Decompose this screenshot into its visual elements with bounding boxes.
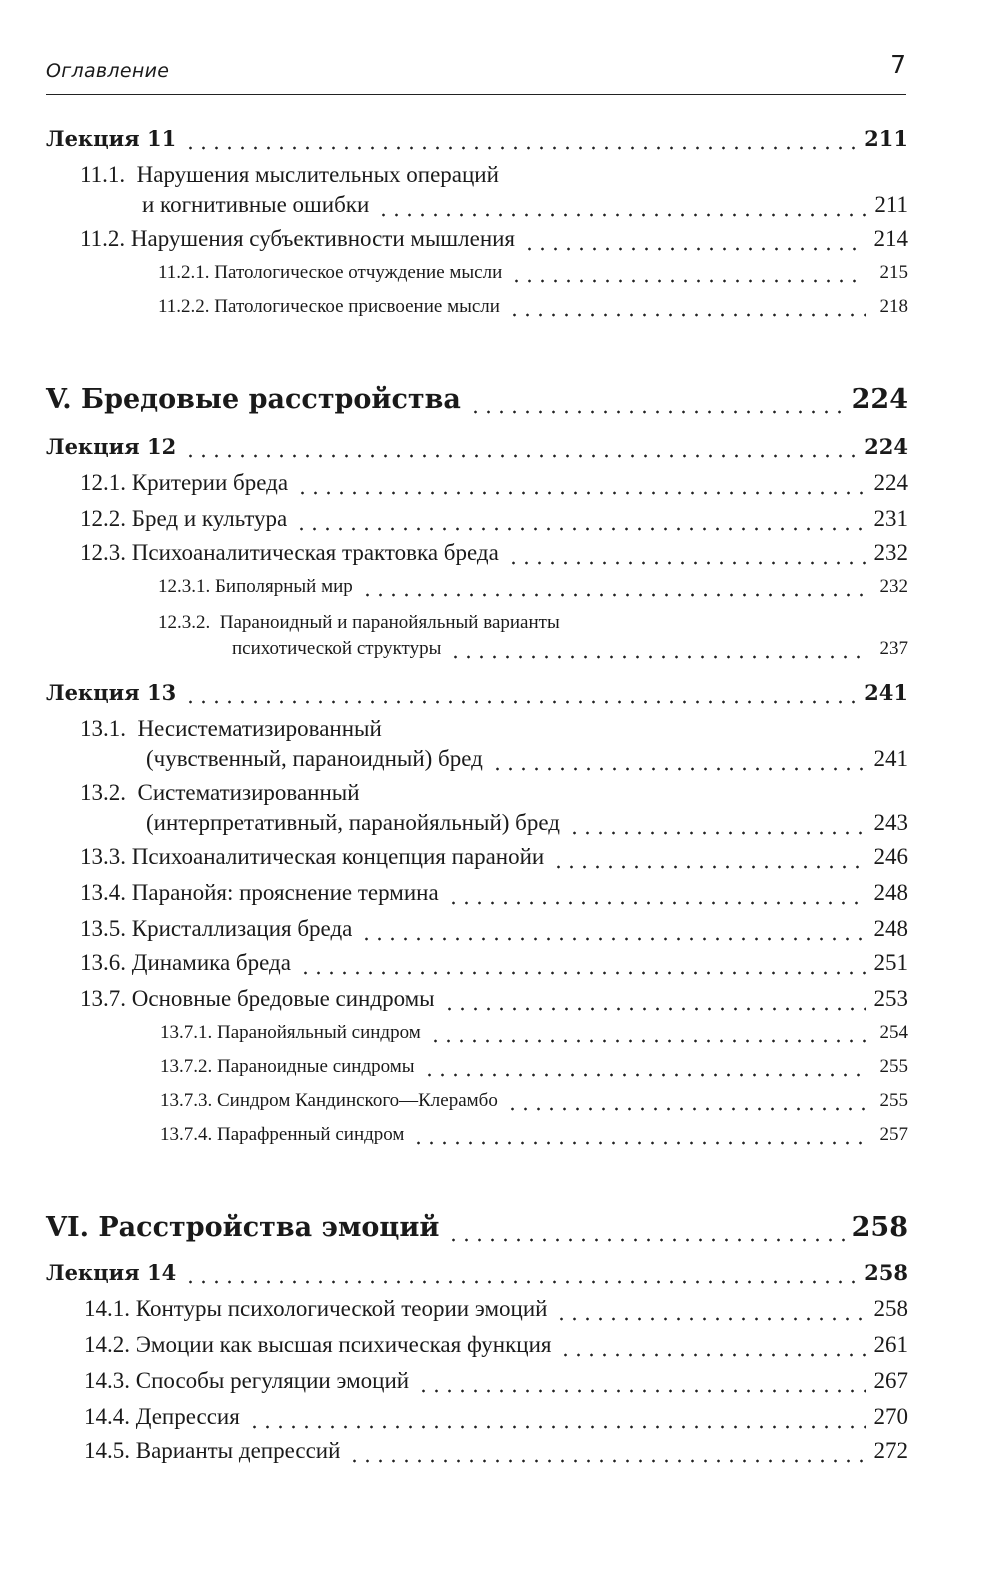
- leader-dots: [429, 1035, 866, 1045]
- leader-dots: [447, 1230, 845, 1244]
- toc-entry-part-vi[interactable]: [46, 1212, 908, 1243]
- toc-entry-14-2[interactable]: [84, 1332, 908, 1358]
- running-header: [46, 44, 906, 95]
- toc-entry-title: Несистематизированный: [137, 716, 382, 741]
- toc-entry-title: Патологическое отчуждение мысли: [214, 262, 503, 283]
- toc-entry-12-3-2[interactable]: [232, 638, 908, 660]
- toc-entry-13-7-1[interactable]: [160, 1022, 908, 1044]
- toc-entry-13-6[interactable]: [80, 950, 908, 976]
- toc-entry-title: Систематизированный: [137, 780, 360, 805]
- leader-dots: [447, 895, 866, 907]
- toc-entry-12-1[interactable]: [80, 470, 908, 496]
- toc-entry-number: 13.7.1.: [160, 1022, 213, 1043]
- toc-entry-page: 218: [879, 296, 908, 317]
- leader-dots: [469, 402, 846, 416]
- toc-entry-page: 270: [873, 1404, 908, 1429]
- toc-entry-title: Лекция 14: [46, 1260, 177, 1285]
- leader-dots: [295, 521, 866, 533]
- toc-entry-number: 12.1.: [80, 470, 126, 495]
- toc-entry-number: 11.2.2.: [158, 296, 210, 317]
- toc-entry-12-2[interactable]: [80, 506, 908, 532]
- toc-entry-14-5[interactable]: [84, 1438, 908, 1464]
- toc-entry-13-1[interactable]: [146, 746, 908, 772]
- leader-dots: [361, 589, 866, 599]
- toc-entry-page: 231: [873, 506, 908, 531]
- toc-entry-page: 232: [873, 540, 908, 565]
- toc-entry-page: 251: [873, 950, 908, 975]
- toc-entry-12-3[interactable]: [80, 540, 908, 566]
- toc-entry-number: 13.6.: [80, 950, 126, 975]
- toc-entry-number: 14.2.: [84, 1332, 130, 1357]
- toc-entry-number: 12.2.: [80, 506, 126, 531]
- toc-entry-number: 13.5.: [80, 916, 126, 941]
- leader-dots: [523, 241, 866, 253]
- toc-entry-number: 12.3.1.: [158, 576, 211, 597]
- toc-entry-title: Психоаналитическая концепция паранойи: [131, 844, 545, 869]
- toc-entry-number: 14.5.: [84, 1438, 130, 1463]
- toc-entry-page: 257: [879, 1124, 908, 1145]
- leader-dots: [506, 1103, 866, 1113]
- toc-entry-page: 232: [879, 576, 908, 597]
- toc-entry-13-7-4[interactable]: [160, 1124, 908, 1146]
- page-number: 7: [890, 50, 906, 79]
- toc-entry-page: 272: [873, 1438, 908, 1463]
- toc-entry-title: Психоаналитическая трактовка бреда: [131, 540, 499, 565]
- toc-entry-page: 255: [879, 1056, 908, 1077]
- toc-entry-title-cont: (чувственный, параноидный) бред: [146, 746, 483, 771]
- toc-entry-13-7-3[interactable]: [160, 1090, 908, 1112]
- toc-entry-number: 13.7.2.: [160, 1056, 213, 1077]
- running-header-title: Оглавление: [46, 60, 170, 82]
- leader-dots: [248, 1419, 866, 1431]
- toc-entry-13-1-line1: [80, 716, 382, 742]
- toc-entry-title: Паранойяльный синдром: [217, 1022, 421, 1043]
- toc-entry-title: Динамика бреда: [131, 950, 291, 975]
- leader-dots: [348, 1453, 866, 1465]
- leader-dots: [184, 1275, 858, 1286]
- toc-entry-page: 258: [873, 1296, 908, 1321]
- toc-entry-page: 237: [879, 638, 908, 659]
- leader-dots: [299, 965, 866, 977]
- toc-entry-title-cont: (интерпретативный, паранойяльный) бред: [146, 810, 560, 835]
- toc-entry-title: Лекция 12: [46, 434, 177, 459]
- toc-entry-number: 14.3.: [84, 1368, 130, 1393]
- toc-entry-11-1-line1: [80, 162, 499, 188]
- toc-entry-number: 13.2.: [80, 780, 126, 805]
- toc-entry-page: 254: [879, 1022, 908, 1043]
- leader-dots: [507, 555, 866, 567]
- toc-entry-title: Лекция 11: [46, 126, 177, 151]
- leader-dots: [568, 825, 866, 837]
- toc-entry-page: 258: [864, 1260, 908, 1285]
- toc-entry-page: 241: [873, 746, 908, 771]
- toc-entry-title: Лекция 13: [46, 680, 177, 705]
- toc-entry-12-3-2-line1: [158, 612, 560, 634]
- toc-entry-title: VI. Расстройства эмоций: [46, 1212, 440, 1243]
- leader-dots: [510, 275, 866, 285]
- toc-entry-page: 211: [864, 126, 908, 151]
- toc-entry-title-cont: и когнитивные ошибки: [142, 192, 370, 217]
- toc-entry-number: 13.7.3.: [160, 1090, 213, 1111]
- toc-entry-title: V. Бредовые расстройства: [46, 384, 461, 415]
- leader-dots: [559, 1347, 866, 1359]
- toc-entry-page: 211: [874, 192, 908, 217]
- toc-entry-11-1[interactable]: [142, 192, 908, 218]
- toc-entry-13-7-2[interactable]: [160, 1056, 908, 1078]
- leader-dots: [377, 207, 866, 219]
- toc-entry-title: Способы регуляции эмоций: [135, 1368, 410, 1393]
- toc-entry-title: Критерии бреда: [131, 470, 289, 495]
- toc-entry-title: Основные бредовые синдромы: [131, 986, 435, 1011]
- toc-entry-page: 255: [879, 1090, 908, 1111]
- toc-entry-page: 258: [851, 1212, 908, 1243]
- leader-dots: [412, 1137, 866, 1147]
- toc-entry-page: 246: [873, 844, 908, 869]
- toc-entry-title: Патологическое присвоение мысли: [214, 296, 500, 317]
- toc-entry-number: 11.2.: [80, 226, 126, 251]
- leader-dots: [555, 1311, 866, 1323]
- leader-dots: [296, 485, 866, 497]
- toc-entry-page: 243: [873, 810, 908, 835]
- toc-entry-title: Парафренный синдром: [217, 1124, 405, 1145]
- toc-entry-page: 224: [851, 384, 908, 415]
- toc-entry-11-2[interactable]: [80, 226, 908, 252]
- toc-entry-14-1[interactable]: [84, 1296, 908, 1322]
- toc-entry-title: Эмоции как высшая психическая функция: [135, 1332, 552, 1357]
- leader-dots: [491, 761, 866, 773]
- toc-entry-12-3-1[interactable]: [158, 576, 908, 598]
- toc-entry-number: 13.1.: [80, 716, 126, 741]
- toc-entry-page: 248: [873, 880, 908, 905]
- toc-entry-page: 241: [864, 680, 908, 705]
- toc-entry-title: Синдром Кандинского—Клерамбо: [217, 1090, 498, 1111]
- toc-entry-page: 214: [873, 226, 908, 251]
- toc-entry-13-2-line1: [80, 780, 360, 806]
- toc-entry-14-3[interactable]: [84, 1368, 908, 1394]
- toc-entry-14-4[interactable]: [84, 1404, 908, 1430]
- toc-entry-title: Параноидный и паранойяльный варианты: [219, 612, 560, 633]
- toc-entry-lecture-11[interactable]: [46, 126, 908, 151]
- toc-entry-number: 13.7.4.: [160, 1124, 213, 1145]
- leader-dots: [184, 141, 858, 152]
- toc-entry-number: 14.4.: [84, 1404, 130, 1429]
- toc-entry-number: 12.3.: [80, 540, 126, 565]
- leader-dots: [184, 695, 858, 706]
- leader-dots: [449, 651, 866, 661]
- leader-dots: [423, 1069, 866, 1079]
- toc-entry-number: 12.3.2.: [158, 612, 211, 633]
- toc-entry-number: 14.1.: [84, 1296, 130, 1321]
- toc-entry-number: 11.2.1.: [158, 262, 210, 283]
- toc-entry-title: Варианты депрессий: [135, 1438, 341, 1463]
- leader-dots: [184, 449, 858, 460]
- toc-entry-11-2-2[interactable]: [158, 296, 908, 318]
- toc-entry-lecture-14[interactable]: [46, 1260, 908, 1285]
- toc-entry-13-7[interactable]: [80, 986, 908, 1012]
- toc-entry-page: 248: [873, 916, 908, 941]
- leader-dots: [360, 931, 866, 943]
- toc-entry-page: 224: [873, 470, 908, 495]
- toc-entry-number: 13.4.: [80, 880, 126, 905]
- leader-dots: [552, 859, 866, 871]
- toc-entry-title: Кристаллизация бреда: [131, 916, 353, 941]
- toc-entry-title: Параноидные синдромы: [217, 1056, 415, 1077]
- toc-entry-13-2[interactable]: [146, 810, 908, 836]
- toc-entry-title: Нарушения субъективности мышления: [130, 226, 516, 251]
- toc-entry-page: 253: [873, 986, 908, 1011]
- toc-entry-page: 261: [873, 1332, 908, 1357]
- leader-dots: [443, 1001, 866, 1013]
- toc-entry-11-2-1[interactable]: [158, 262, 908, 284]
- toc-entry-lecture-13[interactable]: [46, 680, 908, 705]
- toc-entry-part-v[interactable]: [46, 384, 908, 415]
- toc-entry-lecture-12[interactable]: [46, 434, 908, 459]
- toc-entry-title: Нарушения мыслительных операций: [136, 162, 499, 187]
- toc-entry-number: 13.7.: [80, 986, 126, 1011]
- toc-entry-title-cont: психотической структуры: [232, 638, 442, 659]
- leader-dots: [508, 309, 866, 319]
- toc-entry-title: Контуры психологической теории эмоций: [135, 1296, 548, 1321]
- leader-dots: [417, 1383, 866, 1395]
- toc-entry-title: Депрессия: [135, 1404, 240, 1429]
- toc-entry-number: 13.3.: [80, 844, 126, 869]
- toc-entry-number: 11.1.: [80, 162, 126, 187]
- toc-entry-13-3[interactable]: [80, 844, 908, 870]
- toc-entry-title: Биполярный мир: [215, 576, 353, 597]
- toc-entry-title: Бред и культура: [131, 506, 288, 531]
- toc-entry-page: 215: [879, 262, 908, 283]
- toc-entry-title: Паранойя: прояснение термина: [131, 880, 439, 905]
- toc-entry-13-5[interactable]: [80, 916, 908, 942]
- toc-entry-page: 267: [873, 1368, 908, 1393]
- toc-entry-page: 224: [864, 434, 908, 459]
- toc-entry-13-4[interactable]: [80, 880, 908, 906]
